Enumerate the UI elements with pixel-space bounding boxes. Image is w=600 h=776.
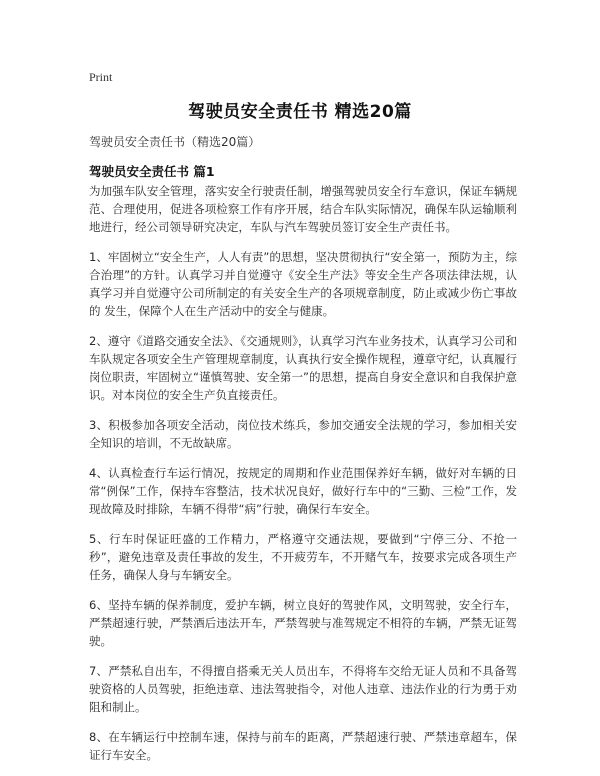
page-title: 驾驶员安全责任书 精选20篇: [188, 102, 412, 122]
section-heading: 驾驶员安全责任书 篇1: [89, 164, 215, 179]
paragraph-item-5: 5、行车时保证旺盛的工作精力，严格遵守交通法规，要做到“宁停三分、不抢一秒”，避免违章及责任事故的发生，不开疲劳车，不开赌气车，按要求完成各项生产任务，确保人身与车辆安全。: [89, 532, 517, 582]
print-link[interactable]: Print: [89, 70, 113, 84]
paragraph-item-1: 1、牢固树立“安全生产，人人有责”的思想，坚决贯彻执行“安全第一，预防为主，综合治理”的方针。认真学习并自觉遵守《安全生产法》等安全生产各项法律法规，认真学习并自觉遵守公司所制定的有关安全生产的各项规章制度，防止或减少伤亡事故的 发生，保障个人在生产活动中的安全与健康。: [89, 250, 517, 318]
paragraph-item-4: 4、认真检查行车运行情况，按规定的周期和作业范围保养好车辆，做好对车辆的日常“例保”工作，保持车容整洁，技术状况良好，做好行车中的“三勤、三检”工作，发现故障及时排除，车辆不得带“病”行驶，确保行车安全。: [89, 466, 517, 516]
paragraph-item-8: 8、在车辆运行中控制车速，保持与前车的距离，严禁超速行驶、严禁违章超车，保证行车安全。: [89, 730, 517, 762]
paragraph-item-6: 6、坚持车辆的保养制度，爱护车辆，树立良好的驾驶作风，文明驾驶，安全行车，严禁超速行驶，严禁酒后违法开车，严禁驾驶与准驾规定不相符的车辆，严禁无证驾驶。: [89, 598, 517, 648]
paragraph-item-2: 2、遵守《道路交通安全法》、《交通规则》，认真学习汽车业务技术，认真学习公司和车队规定各项安全生产管理规章制度，认真执行安全操作规程，遵章守纪，认真履行岗位职责，牢固树立“谨慎驾驶、安全第一”的思想，提高自身安全意识和自我保护意识。对本岗位的安全生产负直接责任。: [89, 334, 517, 402]
document-body: [89, 182, 517, 776]
paragraph-item-7: 7、严禁私自出车，不得擅自搭乘无关人员出车，不得将车交给无证人员和不具备驾驶资格的人员驾驶，拒绝违章、违法驾驶指令，对他人违章、违法作业的行为勇于劝阻和制止。: [89, 664, 517, 714]
document-subtitle: 驾驶员安全责任书（精选20篇）: [89, 135, 261, 149]
paragraph-intro: 为加强车队安全管理，落实安全行驶责任制，增强驾驶员安全行车意识，保证车辆规范、合理使用，促进各项检察工作有序开展，结合车队实际情况，确保车队运输顺利地进行，经公司领导研究决定，车队与汽车驾驶员签订安全生产责任书。: [89, 184, 517, 234]
paragraph-item-3: 3、积极参加各项安全活动，岗位技术练兵，参加交通安全法规的学习，参加相关安全知识的培训，不无故缺席。: [89, 418, 517, 450]
